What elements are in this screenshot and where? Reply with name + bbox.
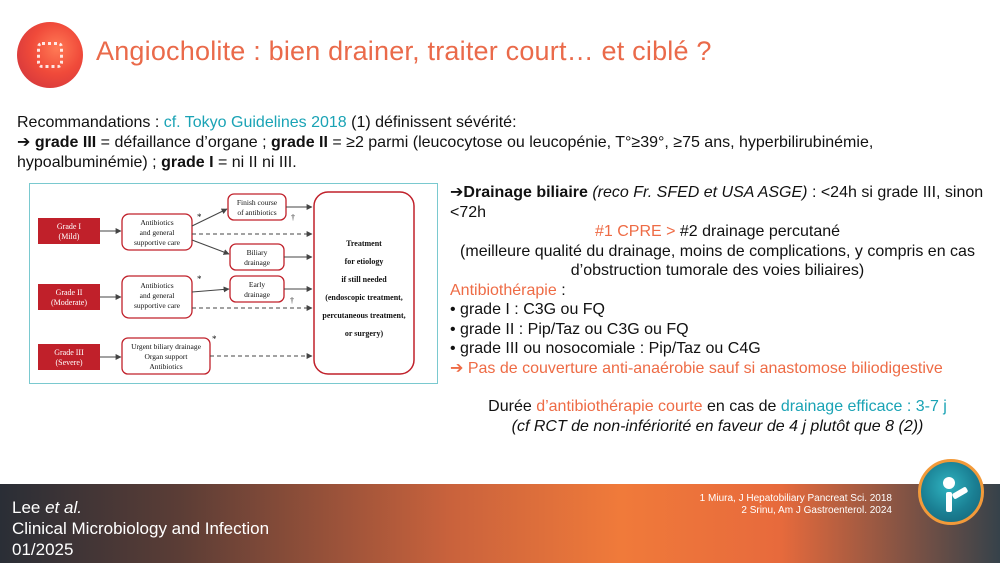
grade1-text: = ni II ni III. [213,154,297,171]
right-column [450,183,985,436]
biliary-line2: drainage [244,258,270,267]
grade2-text: = ≥2 parmi (leucocytose ou leucopénie, T°≥39°, ≥75 ans, hyperbilirubinémie, hypoalbuminémie) ; [17,134,874,171]
percutane-label: #2 drainage percutané [679,223,841,240]
slide-title: Angiocholite : bien drainer, traiter court… et ciblé ? [96,36,712,66]
abx-item-3: • grade III ou nosocomiale : Pip/Taz ou C4G [450,340,761,357]
grade3-text: = défaillance d’organe ; [96,134,272,151]
cite-date: 01/2025 [12,540,74,559]
star-3: * [212,334,217,344]
duree-courte: d’antibiothérapie courte [536,398,703,415]
grade2-label: grade II [271,134,328,151]
tokyo-flowchart [29,183,438,384]
cite-etal: et al. [45,498,82,517]
grade1-line1: Grade I [56,222,82,231]
reco-prefix: Recommandations : [17,114,164,131]
cite-author: Lee [12,498,46,517]
abx-colon: : [556,281,566,299]
finish-line1: Finish course [236,198,278,207]
abx-label: Antibiothérapie [450,281,557,299]
urgent-line3: Antibiotics [149,362,183,371]
brand-logo-icon [17,22,83,88]
duree-prefix: Durée [488,398,537,415]
treatment-line3: if still needed [341,275,387,284]
duree-efficace: drainage efficace : 3-7 j [780,398,947,415]
duree-mid: en cas de [702,398,781,415]
grade2-line2: (Moderate) [51,298,87,307]
anaerobe-note: ➔ Pas de couverture anti-anaérobie sauf si anastomose biliodigestive [450,359,943,377]
biliary-line1: Biliary [246,248,268,257]
treatment-line1: Treatment [346,239,382,248]
reco-suffix: (1) définissent sévérité: [346,114,517,131]
urgent-line2: Organ support [144,352,188,361]
treatment-line2: for etiology [344,257,384,266]
abx-item-2: • grade II : Pip/Taz ou C3G ou FQ [450,320,689,338]
ref-1: 1 Miura, J Hepatobiliary Pancreat Sci. 2018 [699,493,892,504]
abx1-line2: and general [139,228,175,237]
drainage-quality: (meilleure qualité du drainage, moins de complications, y compris en cas d’obstruction tumorale des voies biliaires) [460,242,975,279]
finish-line2: of antibiotics [237,208,277,217]
grade3-label: grade III [34,134,97,151]
abx1-line3: supportive care [133,238,181,247]
treatment-line4: (endoscopic treatment, [325,293,403,302]
urgent-line1: Urgent biliary drainage [131,342,201,351]
grade3-line1: Grade III [54,348,84,357]
cite-journal: Clinical Microbiology and Infection [12,519,270,538]
abx2-line1: Antibiotics [140,281,174,290]
tokyo-guidelines-link: cf. Tokyo Guidelines 2018 [163,114,347,131]
recommendations [17,113,987,173]
abx2-line2: and general [139,291,175,300]
abx1-line1: Antibiotics [140,218,174,227]
early-line1: Early [248,280,266,289]
references [700,493,892,517]
infection-logo-icon [918,459,984,525]
abx2-line3: supportive care [133,301,181,310]
drain-label: Drainage biliaire [463,184,588,201]
grade2-line1: Grade II [55,288,83,297]
abx-item-1: • grade I : C3G ou FQ [450,301,605,318]
cpre-label: #1 CPRE > [594,223,680,240]
drain-text: : <24h si grade III, sinon <72h [450,184,984,221]
treatment-line6: or surgery) [344,329,384,338]
citation [12,497,269,560]
ref-2: 2 Srinu, Am J Gastroenterol. 2024 [741,505,892,516]
drain-reco: (reco Fr. SFED et USA ASGE) [587,184,808,201]
star-2: * [197,274,202,284]
drain-arrow: ➔ [450,184,464,201]
treatment-line5: percutaneous treatment, [322,311,406,320]
star-1: * [197,212,202,222]
grade1-label: grade I [161,154,214,171]
rct-note: (cf RCT de non-infériorité en faveur de 4 j plutôt que 8 (2)) [511,417,924,435]
grade3-line2: (Severe) [55,358,83,367]
reco-arrow: ➔ [17,134,35,151]
grade1-line2: (Mild) [58,232,80,241]
dagger-2: † [290,296,294,305]
early-line2: drainage [244,290,270,299]
dagger-1: † [291,213,295,222]
